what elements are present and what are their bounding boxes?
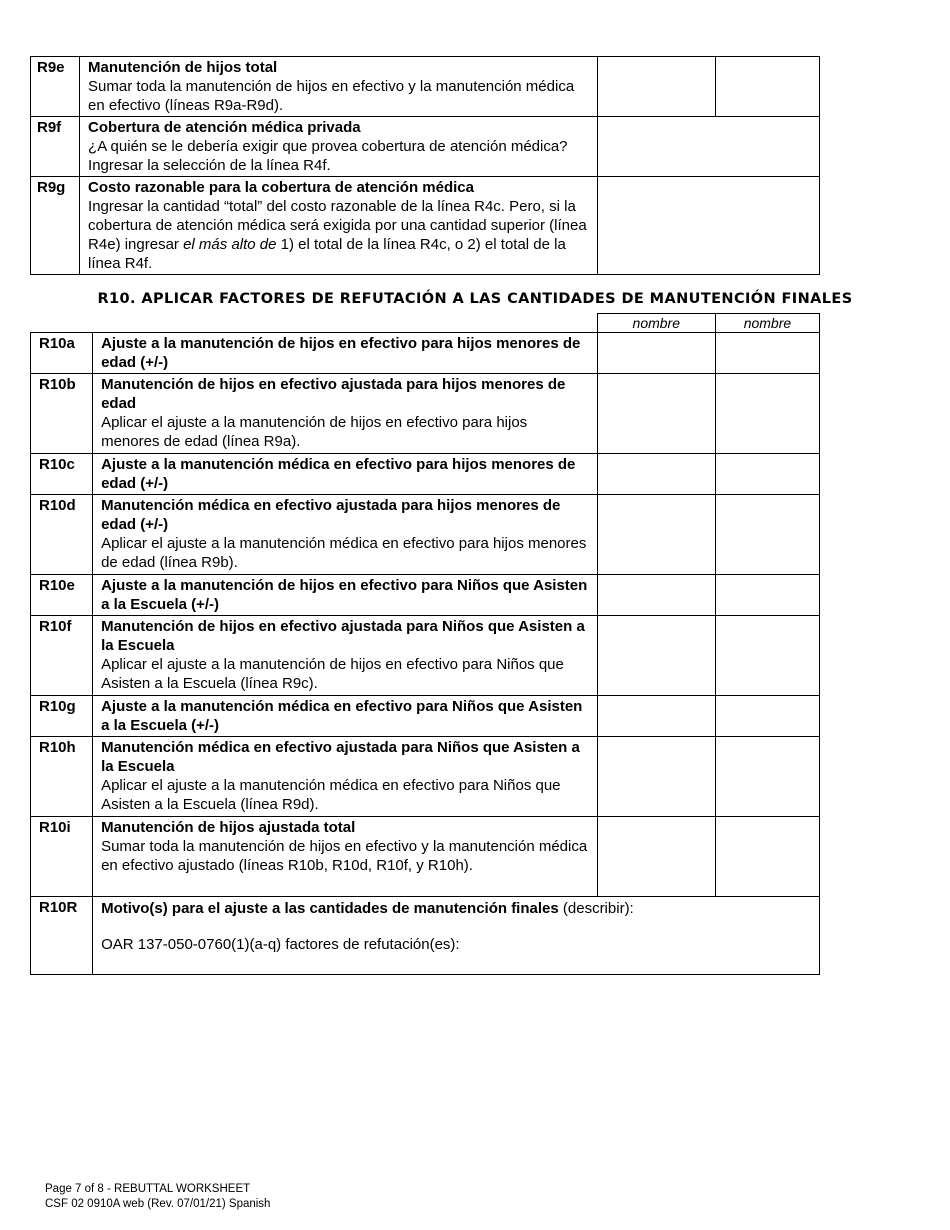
line-title: Ajuste a la manutención médica en efectivo para hijos menores de edad (+/-) <box>101 456 576 492</box>
line-description <box>93 374 598 454</box>
line-description <box>80 117 598 177</box>
table-row <box>31 374 820 454</box>
amount-field[interactable] <box>715 737 819 817</box>
line-code: R10c <box>31 454 93 495</box>
amount-field[interactable] <box>715 57 819 117</box>
amount-field[interactable] <box>597 575 715 616</box>
amount-field[interactable] <box>597 333 715 374</box>
line-title: Ajuste a la manutención de hijos en efectivo para Niños que Asisten a la Escuela (+/-) <box>101 577 588 613</box>
section-title: R10. APLICAR FACTORES DE REFUTACIÓN A LAS CANTIDADES DE MANUTENCIÓN FINALES <box>97 291 853 307</box>
amount-field[interactable] <box>597 495 715 575</box>
line-title: Manutención de hijos total <box>88 59 278 76</box>
footer-form-id: CSF 02 0910A web (Rev. 07/01/21) Spanish <box>45 1198 271 1210</box>
instructions-emphasis: el más alto de <box>183 236 277 253</box>
line-instructions: Aplicar el ajuste a la manutención médica en efectivo para Niños que Asisten a la Escuela (línea R9d). <box>101 777 561 813</box>
table-row <box>31 333 820 374</box>
amount-field[interactable] <box>715 374 819 454</box>
line-code: R10g <box>31 696 93 737</box>
amount-field[interactable] <box>597 616 715 696</box>
line-code: R10a <box>31 333 93 374</box>
amount-field[interactable] <box>715 333 819 374</box>
line-instructions: Aplicar el ajuste a la manutención de hijos en efectivo para hijos menores de edad (línea R9a). <box>101 414 528 450</box>
line-code: R10R <box>31 897 93 975</box>
table-row <box>31 897 820 975</box>
footer-page-label: Page 7 of 8 - REBUTTAL WORKSHEET <box>45 1183 251 1195</box>
line-instructions: Aplicar el ajuste a la manutención de hijos en efectivo para Niños que Asisten a la Escuela (línea R9c). <box>101 656 564 692</box>
table-row <box>31 696 820 737</box>
column-header-name: nombre <box>597 314 715 333</box>
line-instructions: Aplicar el ajuste a la manutención médica en efectivo para hijos menores de edad (línea R9b). <box>101 535 587 571</box>
line-code: R10f <box>31 616 93 696</box>
line-title: Ajuste a la manutención médica en efectivo para Niños que Asisten a la Escuela (+/-) <box>101 698 583 734</box>
selection-field[interactable] <box>597 117 819 177</box>
line-title: Manutención de hijos en efectivo ajustada para Niños que Asisten a la Escuela <box>101 618 585 654</box>
reason-field[interactable] <box>93 897 820 975</box>
amount-field[interactable] <box>597 177 819 275</box>
line-title-suffix: (describir): <box>558 900 634 917</box>
line-title: Motivo(s) para el ajuste a las cantidades de manutención finales <box>101 900 559 917</box>
instructions-text: 1) el total de la línea R4c, o 2) el total de la línea R4f. <box>88 236 566 272</box>
line-description <box>93 575 598 616</box>
line-title: Manutención médica en efectivo ajustada para Niños que Asisten a la Escuela <box>101 739 580 775</box>
line-title: Manutención de hijos ajustada total <box>101 819 356 836</box>
table-row <box>31 454 820 495</box>
line-instructions <box>88 197 589 273</box>
table-row <box>31 737 820 817</box>
line-code: R9f <box>31 117 80 177</box>
table-row <box>31 817 820 897</box>
line-code: R9g <box>31 177 80 275</box>
r10-rows <box>31 333 820 897</box>
line-code: R10h <box>31 737 93 817</box>
amount-field[interactable] <box>715 495 819 575</box>
amount-field[interactable] <box>597 737 715 817</box>
table-row <box>31 616 820 696</box>
line-code: R9e <box>31 57 80 117</box>
line-description <box>93 333 598 374</box>
line-description <box>80 177 598 275</box>
line-code: R10e <box>31 575 93 616</box>
amount-field[interactable] <box>597 57 715 117</box>
line-title: Cobertura de atención médica privada <box>88 119 361 136</box>
line-title: Costo razonable para la cobertura de atención médica <box>88 179 474 196</box>
column-header-row <box>31 314 820 333</box>
line-instructions: ¿A quién se le debería exigir que provea cobertura de atención médica? Ingresar la selección de la línea R4f. <box>88 138 568 174</box>
table-row <box>31 575 820 616</box>
amount-field[interactable] <box>715 696 819 737</box>
line-instructions: Sumar toda la manutención de hijos en efectivo y la manutención médica en efectivo (líneas R9a-R9d). <box>88 78 575 114</box>
line-code: R10d <box>31 495 93 575</box>
line-title: Manutención de hijos en efectivo ajustada para hijos menores de edad <box>101 376 566 412</box>
line-description <box>93 454 598 495</box>
table-row <box>31 495 820 575</box>
line-description <box>93 495 598 575</box>
instructions-text: Ingresar la cantidad “total” del costo razonable de la línea R4c. Pero, si la cobertura de atención médica será exigida por una cantidad superior (línea R4e) ingresar <box>88 198 587 253</box>
table-row <box>31 177 820 275</box>
page-footer <box>45 1182 270 1212</box>
oar-label: OAR 137-050-0760(1)(a-q) factores de refutación(es): <box>101 936 460 953</box>
amount-field[interactable] <box>597 454 715 495</box>
line-title: Manutención médica en efectivo ajustada para hijos menores de edad (+/-) <box>101 497 561 533</box>
amount-field[interactable] <box>597 374 715 454</box>
table-row <box>31 117 820 177</box>
r10-table <box>30 313 820 975</box>
table-row <box>31 57 820 117</box>
amount-field[interactable] <box>715 817 819 897</box>
line-code: R10b <box>31 374 93 454</box>
line-description <box>93 616 598 696</box>
amount-field[interactable] <box>597 817 715 897</box>
amount-field[interactable] <box>715 616 819 696</box>
amount-field[interactable] <box>715 454 819 495</box>
line-instructions: Sumar toda la manutención de hijos en efectivo y la manutención médica en efectivo ajustado (líneas R10b, R10d, R10f, y R10h). <box>101 838 588 874</box>
line-description <box>80 57 598 117</box>
line-code: R10i <box>31 817 93 897</box>
line-description <box>93 817 598 897</box>
line-description <box>93 737 598 817</box>
amount-field[interactable] <box>597 696 715 737</box>
r9-table <box>30 56 820 275</box>
column-header-name: nombre <box>715 314 819 333</box>
amount-field[interactable] <box>715 575 819 616</box>
line-description <box>93 696 598 737</box>
line-title: Ajuste a la manutención de hijos en efectivo para hijos menores de edad (+/-) <box>101 335 581 371</box>
